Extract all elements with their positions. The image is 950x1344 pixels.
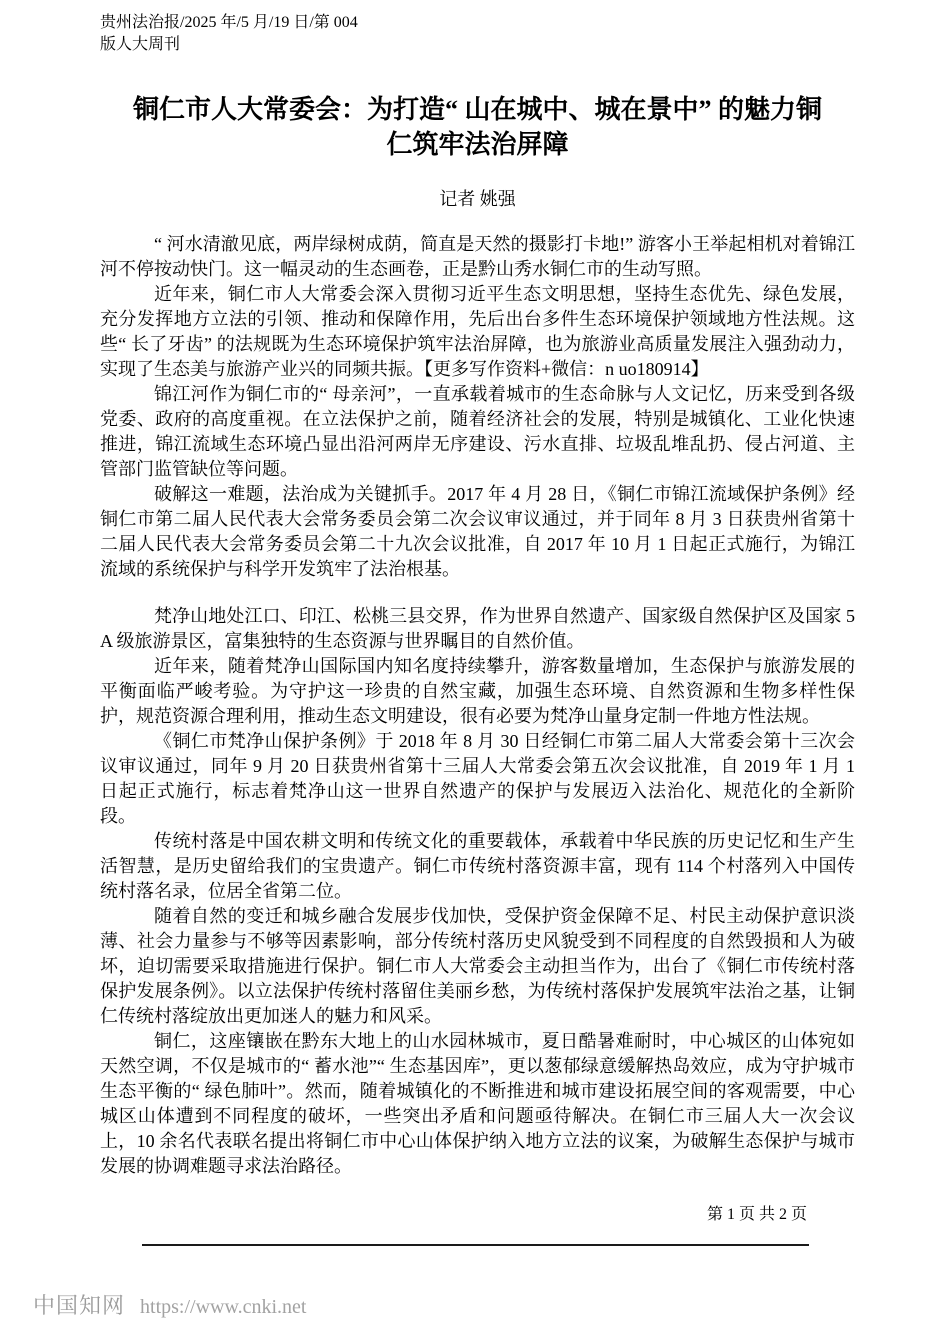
publication-header-line1: 贵州法治报/2025 年/5 月/19 日/第 004 <box>100 14 358 31</box>
cnki-url-text: https://www.cnki.net <box>140 1296 307 1318</box>
article-paragraph: 《铜仁市梵净山保护条例》于 2018 年 8 月 30 日经铜仁市第二届人大常委会第十三次会议审议通过，同年 9 月 20 日获贵州省第十三届人大常委会第五次会议批准，自 2019 年 1 月 1 日起正式施行，标志着梵净山这一世界自然遗产的保护与发展迈入法治化、规范化的全新阶段。 <box>100 731 855 826</box>
publication-header <box>100 12 855 56</box>
article-paragraph: “ 河水清澈见底，两岸绿树成荫，简直是天然的摄影打卡地!” 游客小王举起相机对着锦江河不停按动快门。这一幅灵动的生态画卷，正是黔山秀水铜仁市的生动写照。 <box>100 234 855 279</box>
cnki-watermark <box>33 1289 306 1320</box>
article-body <box>100 232 855 1179</box>
article-paragraph: 铜仁，这座镶嵌在黔东大地上的山水园林城市，夏日酷暑难耐时，中心城区的山体宛如天然空调，不仅是城市的“ 蓄水池”“ 生态基因库”，更以葱郁绿意缓解热岛效应，成为守护城市生态平衡的“ 绿色肺叶”。然而，随着城镇化的不断推进和城市建设拓展空间的客观需要，中心城区山体遭到不同程度的破坏，一些突出矛盾和问题亟待解决。在铜仁市三届人大一次会议上，10 余名代表联名提出将铜仁市中心山体保护纳入地方立法的议案，为破解生态保护与城市发展的协调难题寻求法治路径。 <box>100 1031 855 1176</box>
article-paragraph: 梵净山地处江口、印江、松桃三县交界，作为世界自然遗产、国家级自然保护区及国家 5A 级旅游景区，富集独特的生态资源与世界瞩目的自然价值。 <box>100 606 855 651</box>
article-paragraph: 破解这一难题，法治成为关键抓手。2017 年 4 月 28 日，《铜仁市锦江流域保护条例》经铜仁市第二届人民代表大会常务委员会第二次会议审议通过，并于同年 8 月 3 日获贵州省第十二届人民代表大会常务委员会第二十九次会议批准，自 2017 年 10 月 1 日起正式施行，为锦江流域的系统保护与科学开发筑牢了法治根基。 <box>100 484 855 579</box>
article-paragraph: 近年来，铜仁市人大常委会深入贯彻习近平生态文明思想，坚持生态优先、绿色发展，充分发挥地方立法的引领、推动和保障作用，先后出台多件生态环境保护领域地方性法规。这些“ 长了牙齿” 的法规既为生态环境保护筑牢法治屏障，也为旅游业高质量发展注入强劲动力，实现了生态美与旅游产业兴的同频共振。【更多写作资料+微信：n uo180914】 <box>100 284 855 379</box>
footer-separator-line <box>142 1244 809 1246</box>
cnki-brand-text: 中国知网 <box>33 1293 126 1318</box>
article-paragraph: 近年来，随着梵净山国际国内知名度持续攀升，游客数量增加，生态保护与旅游发展的平衡面临严峻考验。为守护这一珍贵的自然宝藏，加强生态环境、自然资源和生物多样性保护，规范资源合理利用，推动生态文明建设，很有必要为梵净山量身定制一件地方性法规。 <box>100 656 855 726</box>
article-paragraph: 随着自然的变迁和城乡融合发展步伐加快，受保护资金保障不足、村民主动保护意识淡薄、社会力量参与不够等因素影响，部分传统村落历史风貌受到不同程度的自然毁损和人为破坏，迫切需要采取措施进行保护。铜仁市人大常委会主动担当作为，出台了《铜仁市传统村落保护发展条例》。以立法保护传统村落留住美丽乡愁，为传统村落保护发展筑牢法治之基，让铜仁传统村落绽放出更加迷人的魅力和风采。 <box>100 906 855 1026</box>
page-indicator: 第 1 页 共 2 页 <box>706 1206 807 1223</box>
article-byline: 记者 姚强 <box>439 189 516 209</box>
article-paragraph: 传统村落是中国农耕文明和传统文化的重要载体，承载着中华民族的历史记忆和生产生活智慧，是历史留给我们的宝贵遗产。铜仁市传统村落资源丰富，现有 114 个村落列入中国传统村落名录，位居全省第二位。 <box>100 831 855 901</box>
paragraph-spacer <box>100 582 855 604</box>
article-title <box>100 92 855 162</box>
article-title-line1: 铜仁市人大常委会：为打造“ 山在城中、城在景中” 的魅力铜 <box>132 95 822 124</box>
article-title-line2: 仁筑牢法治屏障 <box>386 130 569 159</box>
article-paragraph: 锦江河作为铜仁市的“ 母亲河”，一直承载着城市的生态命脉与人文记忆，历来受到各级党委、政府的高度重视。在立法保护之前，随着经济社会的发展，特别是城镇化、工业化快速推进，锦江流域生态环境凸显出沿河两岸无序建设、污水直排、垃圾乱堆乱扔、侵占河道、主管部门监管缺位等问题。 <box>100 384 855 479</box>
publication-header-line2: 版人大周刊 <box>100 36 181 53</box>
